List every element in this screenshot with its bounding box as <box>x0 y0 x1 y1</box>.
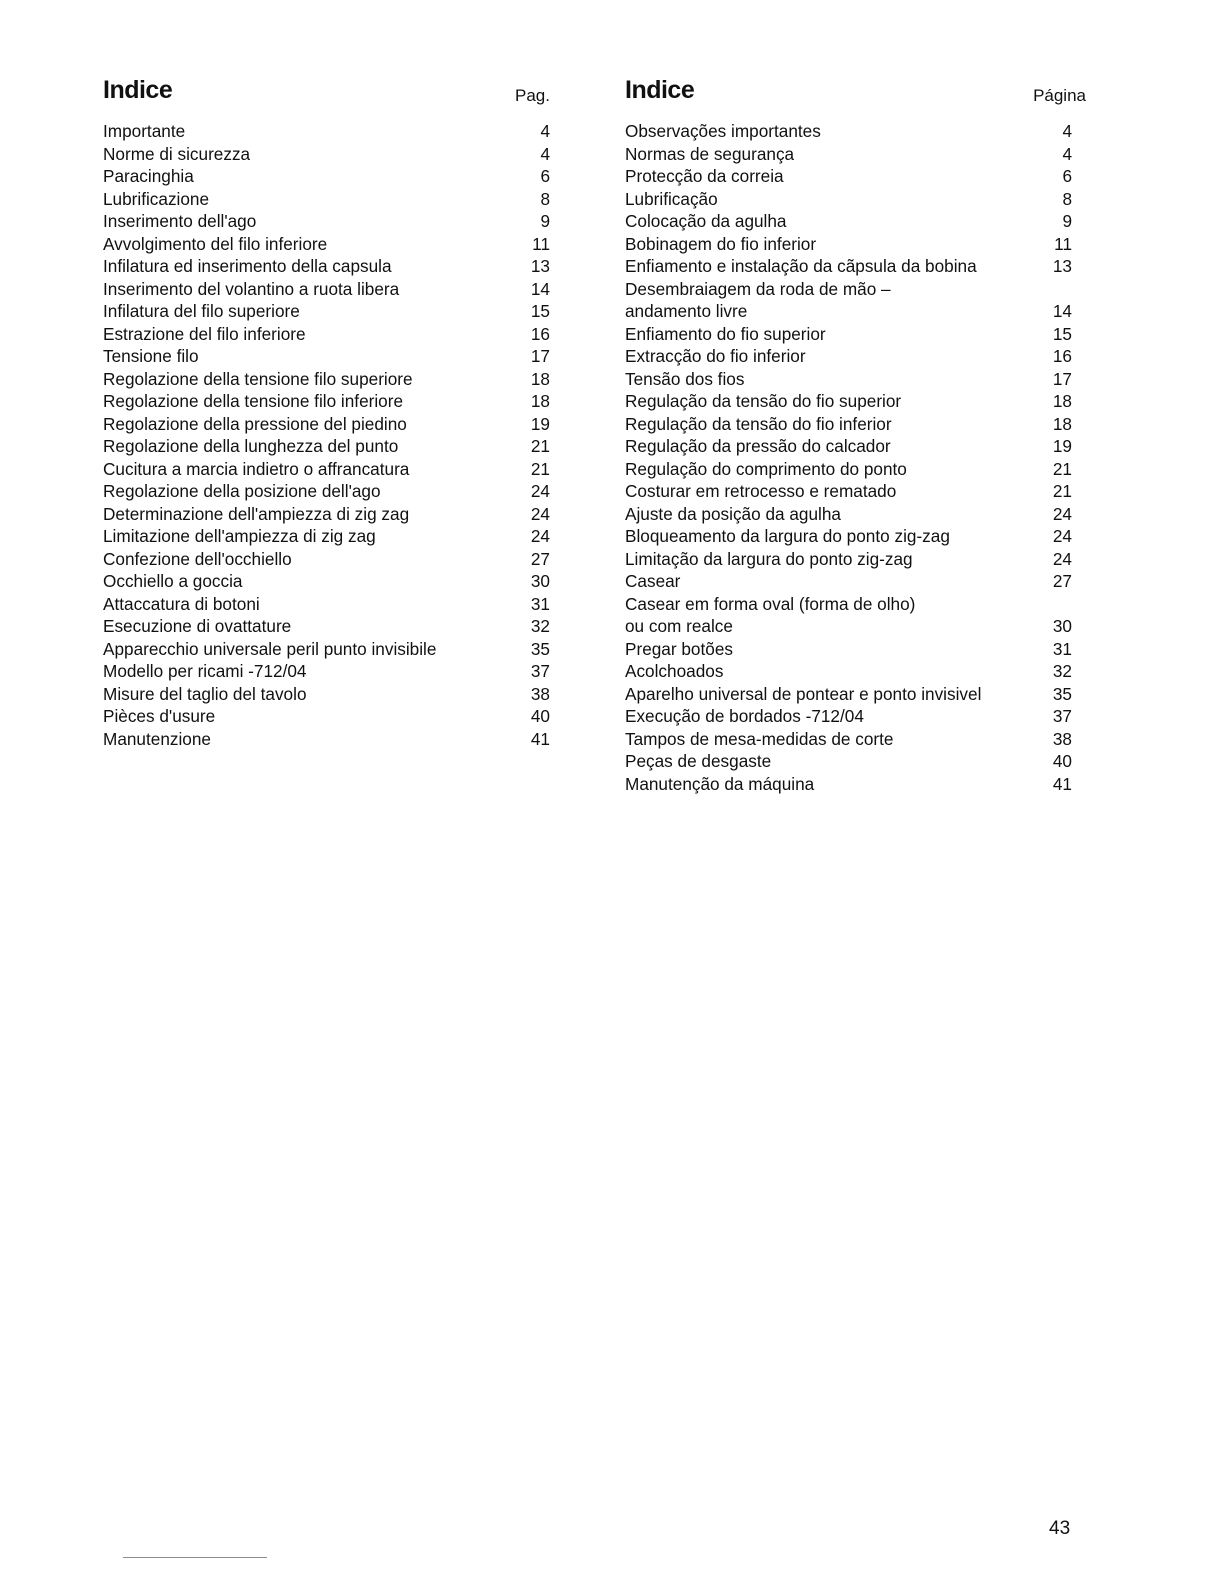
toc-entry <box>625 503 1072 526</box>
toc-entry-label: Colocação da agulha <box>625 211 787 231</box>
toc-entry <box>625 525 1072 548</box>
toc-entry-page: 17 <box>1052 368 1072 389</box>
toc-entry-page: 24 <box>1052 548 1072 569</box>
toc-entry-page: 35 <box>1052 683 1072 704</box>
toc-entry-page: 4 <box>540 121 550 141</box>
toc-entry-label: ou com realce <box>625 616 733 636</box>
toc-entry-page: 21 <box>1052 481 1072 501</box>
toc-entry-page: 13 <box>1052 256 1072 276</box>
toc-entry <box>103 143 550 166</box>
toc-entry-label: Regolazione della tensione filo inferiore <box>103 391 404 411</box>
toc-entry <box>625 413 1072 436</box>
toc-entry-label: Limitazione dell'ampiezza di zig zag <box>103 526 376 546</box>
toc-header-italian <box>103 76 550 114</box>
toc-entry-label: Normas de segurança <box>625 143 795 164</box>
toc-entry <box>625 728 1072 751</box>
toc-entry-label: Inserimento del volantino a ruota libera <box>103 278 400 299</box>
toc-entry-page: 24 <box>1052 503 1072 524</box>
toc-entry-page: 15 <box>530 301 550 321</box>
toc-entry <box>625 435 1072 458</box>
toc-entry-page: 24 <box>530 526 550 546</box>
toc-entry-page: 37 <box>1052 706 1072 726</box>
toc-entry-label: Tensão dos fios <box>625 368 745 389</box>
toc-entry-label: Tampos de mesa-medidas de corte <box>625 728 894 749</box>
toc-entry <box>103 323 550 346</box>
toc-entry-label: Infilatura del filo superiore <box>103 301 300 321</box>
toc-entry-label: Bloqueamento da largura do ponto zig-zag <box>625 526 950 546</box>
toc-entry-page: 37 <box>530 661 550 681</box>
toc-entry-label: Paracinghia <box>103 166 194 186</box>
toc-entry <box>625 638 1072 661</box>
toc-entry-label: Enfiamento e instalação da cãpsula da bobina <box>625 256 977 276</box>
toc-entry-page: 14 <box>530 278 550 299</box>
toc-entry <box>103 345 550 368</box>
toc-entry-label: Attaccatura di botoni <box>103 593 260 614</box>
toc-entry-label: Lubrificação <box>625 188 718 209</box>
toc-entry <box>625 120 1072 143</box>
toc-entry <box>625 548 1072 571</box>
toc-entry-label: Inserimento dell'ago <box>103 211 257 231</box>
toc-page-label-italian: Pag. <box>515 86 550 105</box>
toc-entry-label: Cucitura a marcia indietro o affrancatura <box>103 458 410 479</box>
toc-entry <box>625 143 1072 166</box>
toc-entry <box>103 660 550 683</box>
toc-entry-label: Infilatura ed inserimento della capsula <box>103 256 392 276</box>
toc-entry-page: 4 <box>1062 121 1072 141</box>
toc-entry-page: 21 <box>530 458 550 479</box>
toc-entry <box>103 165 550 188</box>
toc-entry <box>103 255 550 278</box>
toc-entry <box>625 750 1072 773</box>
toc-title-portuguese: Indice <box>625 76 695 104</box>
toc-entry-page: 4 <box>1062 143 1072 164</box>
toc-entry-page: 30 <box>1052 616 1072 636</box>
toc-entry <box>103 458 550 481</box>
toc-entry-page: 38 <box>530 683 550 704</box>
toc-entry <box>625 233 1072 256</box>
toc-entry-label: Extracção do fio inferior <box>625 346 806 366</box>
toc-entry-label: Regolazione della pressione del piedino <box>103 413 407 434</box>
toc-entry-label: Occhiello a goccia <box>103 571 243 591</box>
toc-entry-page: 9 <box>540 211 550 231</box>
toc-entry-label: Regulação da tensão do fio superior <box>625 391 902 411</box>
toc-entry-label: Esecuzione di ovattature <box>103 616 292 636</box>
toc-entry-page: 11 <box>1054 233 1072 254</box>
toc-entry-page: 18 <box>1052 413 1072 434</box>
toc-entry <box>103 503 550 526</box>
toc-entry-page: 13 <box>530 256 550 276</box>
toc-entry <box>625 458 1072 481</box>
toc-entry <box>625 210 1072 233</box>
toc-entry-page: 40 <box>1052 751 1072 771</box>
toc-entry-page: 6 <box>540 166 550 186</box>
toc-entry-page: 24 <box>530 503 550 524</box>
toc-entry-page: 19 <box>1052 436 1072 456</box>
toc-entry <box>625 188 1072 211</box>
toc-entry-label: Regolazione della posizione dell'ago <box>103 481 381 501</box>
toc-entry-page: 32 <box>530 616 550 636</box>
toc-entry-label: Manutenção da máquina <box>625 773 815 794</box>
toc-entry <box>103 278 550 301</box>
toc-entry-page: 14 <box>1052 301 1072 321</box>
toc-entry-page: 18 <box>1052 391 1072 411</box>
toc-entry-label: Pregar botões <box>625 638 733 659</box>
toc-entry-page: 35 <box>530 638 550 659</box>
toc-entry <box>103 300 550 323</box>
toc-entry-page: 19 <box>530 413 550 434</box>
toc-entry-label: Regulação da tensão do fio inferior <box>625 413 892 434</box>
toc-entry <box>103 120 550 143</box>
toc-entry-label: Ajuste da posição da agulha <box>625 503 841 524</box>
toc-entry-page: 21 <box>1052 458 1072 479</box>
toc-entry <box>103 683 550 706</box>
toc-entry-label: Determinazione dell'ampiezza di zig zag <box>103 503 410 524</box>
page-number: 43 <box>1049 1518 1071 1539</box>
toc-entry <box>625 300 1072 323</box>
toc-entry-label: Limitação da largura do ponto zig-zag <box>625 548 913 569</box>
toc-entry <box>625 323 1072 346</box>
toc-entry-page: 32 <box>1052 661 1072 681</box>
toc-entry-page: 8 <box>1062 188 1072 209</box>
toc-entry-label: Tensione filo <box>103 346 199 366</box>
toc-entry-label: Casear em forma oval (forma de olho) <box>625 593 916 614</box>
toc-entry <box>625 480 1072 503</box>
toc-entry-page: 6 <box>1062 166 1072 186</box>
toc-entry-label: Lubrificazione <box>103 188 210 209</box>
toc-entry-label: Avvolgimento del filo inferiore <box>103 233 328 254</box>
toc-entry-label: Regolazione della tensione filo superiore <box>103 368 413 389</box>
toc-entry-label: Modello per ricami -712/04 <box>103 661 307 681</box>
toc-entry <box>625 368 1072 391</box>
toc-entry <box>625 278 1072 301</box>
toc-entry-label: Observações importantes <box>625 121 821 141</box>
toc-entry-label: Apparecchio universale peril punto invisibile <box>103 638 437 659</box>
toc-title-italian: Indice <box>103 76 173 104</box>
toc-entry <box>625 345 1072 368</box>
toc-entry-page: 9 <box>1062 211 1072 231</box>
toc-entry-page: 41 <box>1052 773 1072 794</box>
toc-entry <box>625 593 1072 616</box>
toc-entry <box>103 593 550 616</box>
toc-entry-label: Costurar em retrocesso e rematado <box>625 481 897 501</box>
toc-entry-page: 15 <box>1052 323 1072 344</box>
toc-entry-label: Aparelho universal de pontear e ponto invisivel <box>625 683 982 704</box>
toc-entry-label: andamento livre <box>625 301 748 321</box>
toc-entry-label: Regolazione della lunghezza del punto <box>103 436 399 456</box>
toc-entry-page: 18 <box>530 391 550 411</box>
toc-entry-page: 21 <box>530 436 550 456</box>
toc-entry <box>103 413 550 436</box>
toc-entry-page: 16 <box>530 323 550 344</box>
toc-entry-page: 24 <box>530 481 550 501</box>
toc-entry-label: Importante <box>103 121 186 141</box>
toc-entry-label: Norme di sicurezza <box>103 143 251 164</box>
toc-entry <box>103 435 550 458</box>
toc-entry-page: 8 <box>540 188 550 209</box>
toc-entry <box>103 638 550 661</box>
toc-entry <box>103 728 550 751</box>
toc-column-italian <box>103 76 550 750</box>
toc-entry <box>103 188 550 211</box>
toc-header-portuguese <box>625 76 1086 114</box>
toc-entry <box>625 705 1072 728</box>
toc-entry <box>103 233 550 256</box>
toc-entry-label: Acolchoados <box>625 661 724 681</box>
toc-entry-label: Manutenzione <box>103 728 211 749</box>
toc-entry-page: 24 <box>1052 526 1072 546</box>
toc-entry-label: Protecção da correia <box>625 166 784 186</box>
toc-entry-page: 27 <box>1052 571 1072 591</box>
toc-entry-label: Regulação do comprimento do ponto <box>625 458 907 479</box>
toc-entry-page: 31 <box>1052 638 1072 659</box>
toc-entry-label: Casear <box>625 571 681 591</box>
toc-entry-page: 30 <box>530 571 550 591</box>
toc-entry <box>103 210 550 233</box>
toc-page-label-portuguese: Página <box>1033 86 1086 105</box>
toc-entry-page: 4 <box>540 143 550 164</box>
toc-entry <box>625 255 1072 278</box>
toc-entry-label: Regulação da pressão do calcador <box>625 436 891 456</box>
toc-entry <box>103 570 550 593</box>
footer-rule <box>123 1557 267 1558</box>
toc-list-italian <box>103 120 550 750</box>
toc-entry <box>625 773 1072 796</box>
toc-entry-page: 11 <box>532 233 550 254</box>
toc-list-portuguese <box>625 120 1072 795</box>
toc-entry <box>625 165 1072 188</box>
toc-entry-label: Peças de desgaste <box>625 751 772 771</box>
toc-entry <box>103 705 550 728</box>
toc-entry-page: 27 <box>530 548 550 569</box>
toc-entry-label: Misure del taglio del tavolo <box>103 683 307 704</box>
toc-entry-page: 16 <box>1052 346 1072 366</box>
toc-column-portuguese <box>625 76 1086 795</box>
toc-entry-label: Bobinagem do fio inferior <box>625 233 817 254</box>
toc-entry-page: 18 <box>530 368 550 389</box>
toc-entry-label: Enfiamento do fio superior <box>625 323 826 344</box>
toc-entry <box>625 390 1072 413</box>
toc-entry <box>103 548 550 571</box>
toc-entry <box>625 615 1072 638</box>
toc-entry <box>103 390 550 413</box>
toc-entry-label: Desembraiagem da roda de mão – <box>625 278 891 299</box>
toc-entry <box>625 570 1072 593</box>
toc-entry-page: 17 <box>530 346 550 366</box>
toc-entry-page: 40 <box>530 706 550 726</box>
toc-entry <box>103 525 550 548</box>
toc-entry-page: 38 <box>1052 728 1072 749</box>
toc-entry-label: Execução de bordados -712/04 <box>625 706 864 726</box>
toc-entry <box>103 480 550 503</box>
toc-entry <box>103 615 550 638</box>
toc-entry-label: Confezione dell'occhiello <box>103 548 292 569</box>
toc-entry-label: Estrazione del filo inferiore <box>103 323 306 344</box>
toc-entry-page: 31 <box>530 593 550 614</box>
toc-entry <box>103 368 550 391</box>
toc-entry <box>625 683 1072 706</box>
toc-entry <box>625 660 1072 683</box>
toc-entry-label: Pièces d'usure <box>103 706 216 726</box>
toc-entry-page: 41 <box>530 728 550 749</box>
